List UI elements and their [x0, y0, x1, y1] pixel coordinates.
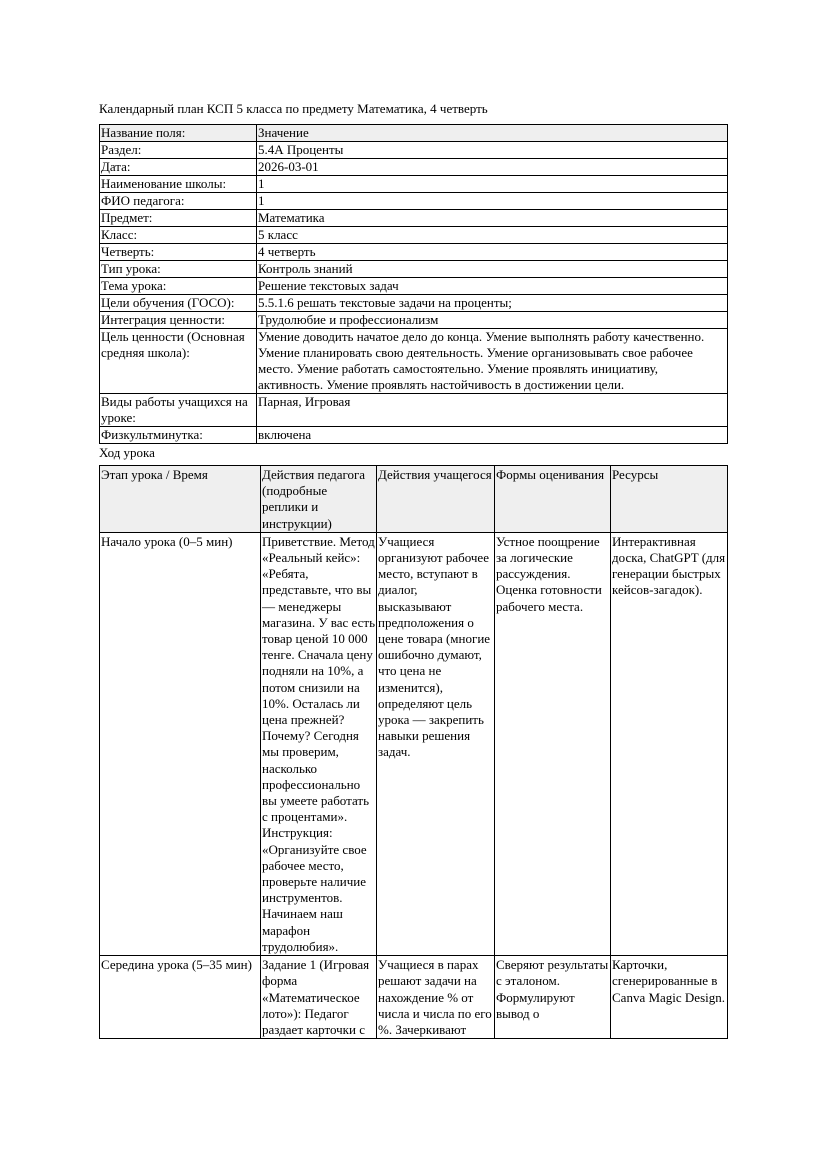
info-table-row: [100, 312, 728, 329]
info-field-label: ФИО педагога:: [100, 193, 257, 210]
info-table-row: [100, 295, 728, 312]
info-field-value: включена: [257, 427, 728, 444]
info-field-label: Цель ценности (Основная средняя школа):: [100, 329, 257, 394]
info-table-row: [100, 176, 728, 193]
teacher-actions-cell: Приветствие. Метод «Реальный кейс»: «Ребята, представьте, что вы — менеджеры магазина. У вас есть товар ценой 10 000 тенге. Сначала цену подняли на 10%, а потом снизили на 10%. Осталась ли цена прежней? Почему? Сегодня мы проверим, насколько профессионально вы умеете работать с процентами». Инструкция: «Организуйте свое рабочее место, проверьте наличие инструментов. Начинаем наш марафон трудолюбия».: [262, 533, 376, 954]
lesson-header-cell: Действия учащегося: [377, 466, 495, 533]
lesson-header-cell: Формы оценивания: [495, 466, 611, 533]
student-actions-cell: Учащиеся организуют рабочее место, вступают в диалог, высказывают предположения о цене товара (многие ошибочно думают, что цена не изменится), определяют цель урока — закрепить навыки решения задач.: [377, 532, 495, 955]
info-field-value: Парная, Игровая: [257, 394, 728, 427]
info-field-label: Дата:: [100, 159, 257, 176]
info-field-label: Виды работы учащихся на уроке:: [100, 394, 257, 427]
lesson-header-cell: Действия педагога (подробные реплики и инструкции): [261, 466, 377, 533]
document-title: Календарный план КСП 5 класса по предмету Математика, 4 четверть: [99, 101, 488, 116]
lesson-table: [99, 465, 728, 1039]
assessment-cell: Устное поощрение за логические рассуждения. Оценка готовности рабочего места.: [495, 532, 611, 955]
info-table-row: [100, 227, 728, 244]
info-field-value: Умение доводить начатое дело до конца. Умение выполнять работу качественно. Умение планировать свою деятельность. Умение организовывать свое рабочее место. Умение работать самостоятельно. Умение проявлять инициативу, активность. Умение проявлять настойчивость в достижении цели.: [257, 329, 728, 394]
info-table-row: [100, 244, 728, 261]
info-field-value: 5.5.1.6 решать текстовые задачи на проценты;: [257, 295, 728, 312]
lesson-header-cell: Этап урока / Время: [100, 466, 261, 533]
info-field-value: Математика: [257, 210, 728, 227]
info-table-header-row: [100, 125, 728, 142]
info-table-row: [100, 159, 728, 176]
info-table-row: [100, 193, 728, 210]
info-field-label: Физкультминутка:: [100, 427, 257, 444]
info-field-label: Тип урока:: [100, 261, 257, 278]
info-table-row: [100, 394, 728, 427]
info-table-row: [100, 261, 728, 278]
lesson-stage-cell: Середина урока (5–35 мин): [100, 956, 261, 1039]
lesson-table-row: [100, 532, 728, 955]
info-field-value: Трудолюбие и профессионализм: [257, 312, 728, 329]
info-field-label: Интеграция ценности:: [100, 312, 257, 329]
info-field-value: 1: [257, 176, 728, 193]
info-field-value: 5.4А Проценты: [257, 142, 728, 159]
info-table: [99, 124, 728, 444]
lesson-stage-cell: Начало урока (0–5 мин): [100, 532, 261, 955]
resources-cell: Карточки, сгенерированные в Canva Magic Design.: [611, 956, 728, 1039]
info-field-value: 2026-03-01: [257, 159, 728, 176]
info-field-label: Раздел:: [100, 142, 257, 159]
lesson-table-header-row: [100, 466, 728, 533]
info-table-row: [100, 329, 728, 394]
info-field-label: Класс:: [100, 227, 257, 244]
assessment-cell: Сверяют результаты с эталоном. Формулируют вывод о: [495, 956, 611, 1039]
info-header-value: Значение: [257, 125, 728, 142]
lesson-header-cell: Ресурсы: [611, 466, 728, 533]
info-field-value: 4 четверть: [257, 244, 728, 261]
info-field-label: Тема урока:: [100, 278, 257, 295]
lesson-table-row: [100, 956, 728, 1039]
info-field-label: Четверть:: [100, 244, 257, 261]
section-title: Ход урока: [99, 445, 155, 460]
info-field-label: Предмет:: [100, 210, 257, 227]
resources-cell: Интерактивная доска, ChatGPT (для генерации быстрых кейсов-загадок).: [611, 532, 728, 955]
teacher-actions-cell: Задание 1 (Игровая форма «Математическое лото»): Педагог раздает карточки с: [261, 956, 377, 1039]
info-table-row: [100, 278, 728, 295]
info-field-label: Цели обучения (ГОСО):: [100, 295, 257, 312]
info-header-field: Название поля:: [100, 125, 257, 142]
info-table-row: [100, 142, 728, 159]
student-actions-cell: Учащиеся в парах решают задачи на нахождение % от числа и числа по его %. Зачеркивают: [377, 956, 495, 1039]
info-field-value: 5 класс: [257, 227, 728, 244]
info-field-label: Наименование школы:: [100, 176, 257, 193]
info-field-value: Контроль знаний: [257, 261, 728, 278]
info-field-value: 1: [257, 193, 728, 210]
info-table-row: [100, 210, 728, 227]
document-page: [99, 100, 727, 1039]
info-field-value: Решение текстовых задач: [257, 278, 728, 295]
info-table-row: [100, 427, 728, 444]
